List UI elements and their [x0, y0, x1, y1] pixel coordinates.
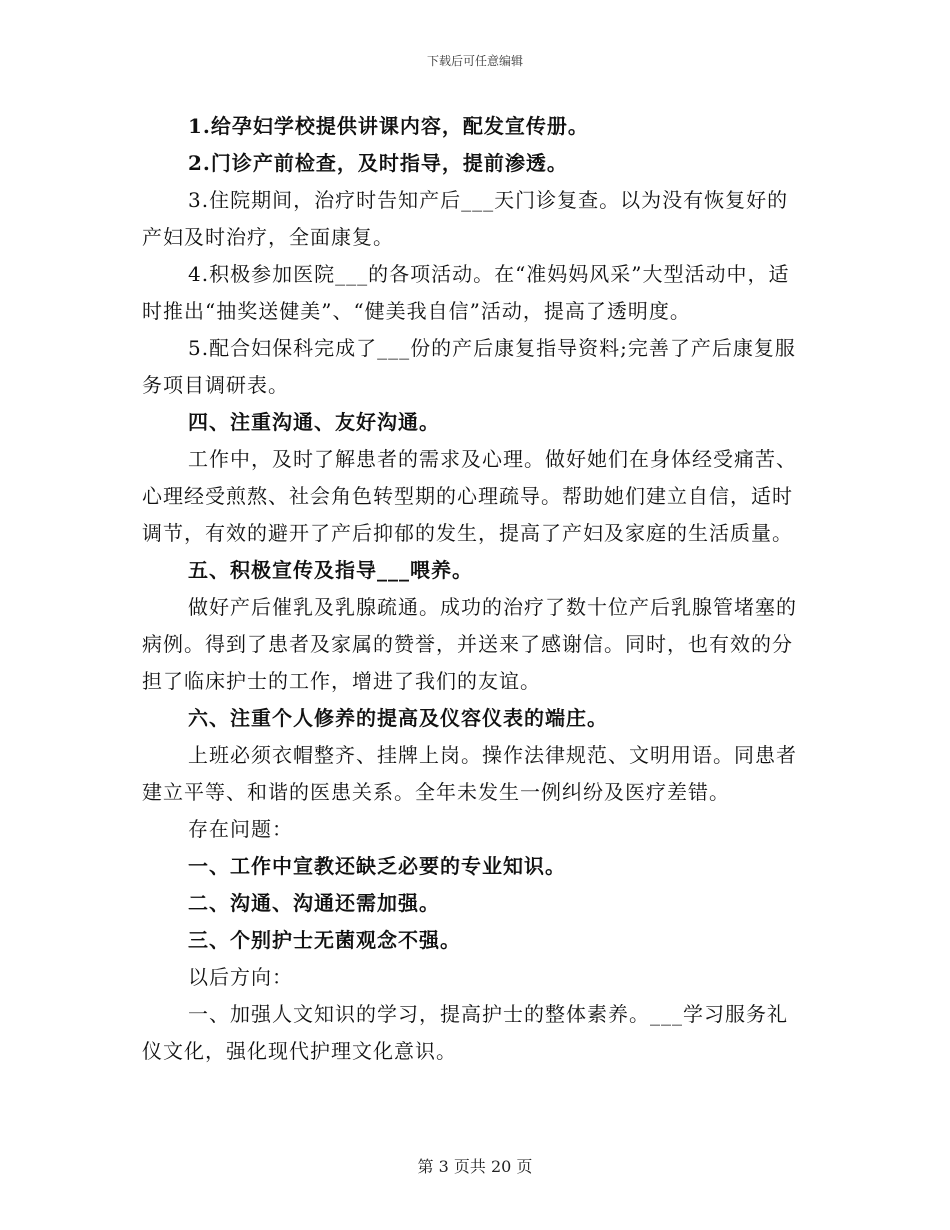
paragraph-1: 1.给孕妇学校提供讲课内容，配发宣传册。 [188, 114, 589, 138]
page-footer: 第 3 页共 20 页 [417, 1157, 533, 1176]
paragraph-lactation: 做好产后催乳及乳腺疏通。成功的治疗了数十位产后乳腺管堵塞的病例。得到了患者及家属的赞誉，并送来了感谢信。同时，也有效的分担了临床护士的工作，增进了我们的友谊。 [142, 595, 797, 693]
section-heading-5: 五、积极宣传及指导___喂养。 [188, 558, 473, 582]
paragraph-communication: 工作中，及时了解患者的需求及心理。做好她们在身体经受痛苦、心理经受煎熬、社会角色转型期的心理疏导。帮助她们建立自信，适时调节，有效的避开了产后抑郁的发生，提高了产妇及家庭的生活质量。 [142, 447, 797, 545]
paragraph-appearance: 上班必须衣帽整齐、挂牌上岗。操作法律规范、文明用语。同患者建立平等、和谐的医患关系。全年未发生一例纠纷及医疗差错。 [142, 743, 797, 804]
paragraph-3: 3.住院期间，治疗时告知产后___天门诊复查。以为没有恢复好的产妇及时治疗，全面康复。 [142, 188, 789, 249]
section-heading-6: 六、注重个人修养的提高及仪容仪表的端庄。 [188, 706, 608, 730]
direction-1: 一、加强人文知识的学习，提高护士的整体素养。___学习服务礼仪文化，强化现代护理文化意识。 [142, 1002, 788, 1063]
document-body [142, 108, 807, 1070]
direction-label: 以后方向： [188, 965, 293, 989]
problem-2: 二、沟通、沟通还需加强。 [188, 891, 440, 915]
problems-label: 存在问题： [188, 817, 293, 841]
paragraph-4: 4.积极参加医院___的各项活动。在“准妈妈风采”大型活动中，适时推出“抽奖送健美”、“健美我自信”活动，提高了透明度。 [142, 262, 790, 323]
paragraph-2: 2.门诊产前检查，及时指导，提前渗透。 [188, 151, 568, 175]
problem-3: 三、个别护士无菌观念不强。 [188, 928, 461, 952]
problem-1: 一、工作中宣教还缺乏必要的专业知识。 [188, 854, 566, 878]
section-heading-4: 四、注重沟通、友好沟通。 [188, 410, 440, 434]
paragraph-5: 5.配合妇保科完成了___份的产后康复指导资料;完善了产后康复服务项目调研表。 [142, 336, 796, 397]
page-header: 下载后可任意编辑 [426, 54, 523, 68]
